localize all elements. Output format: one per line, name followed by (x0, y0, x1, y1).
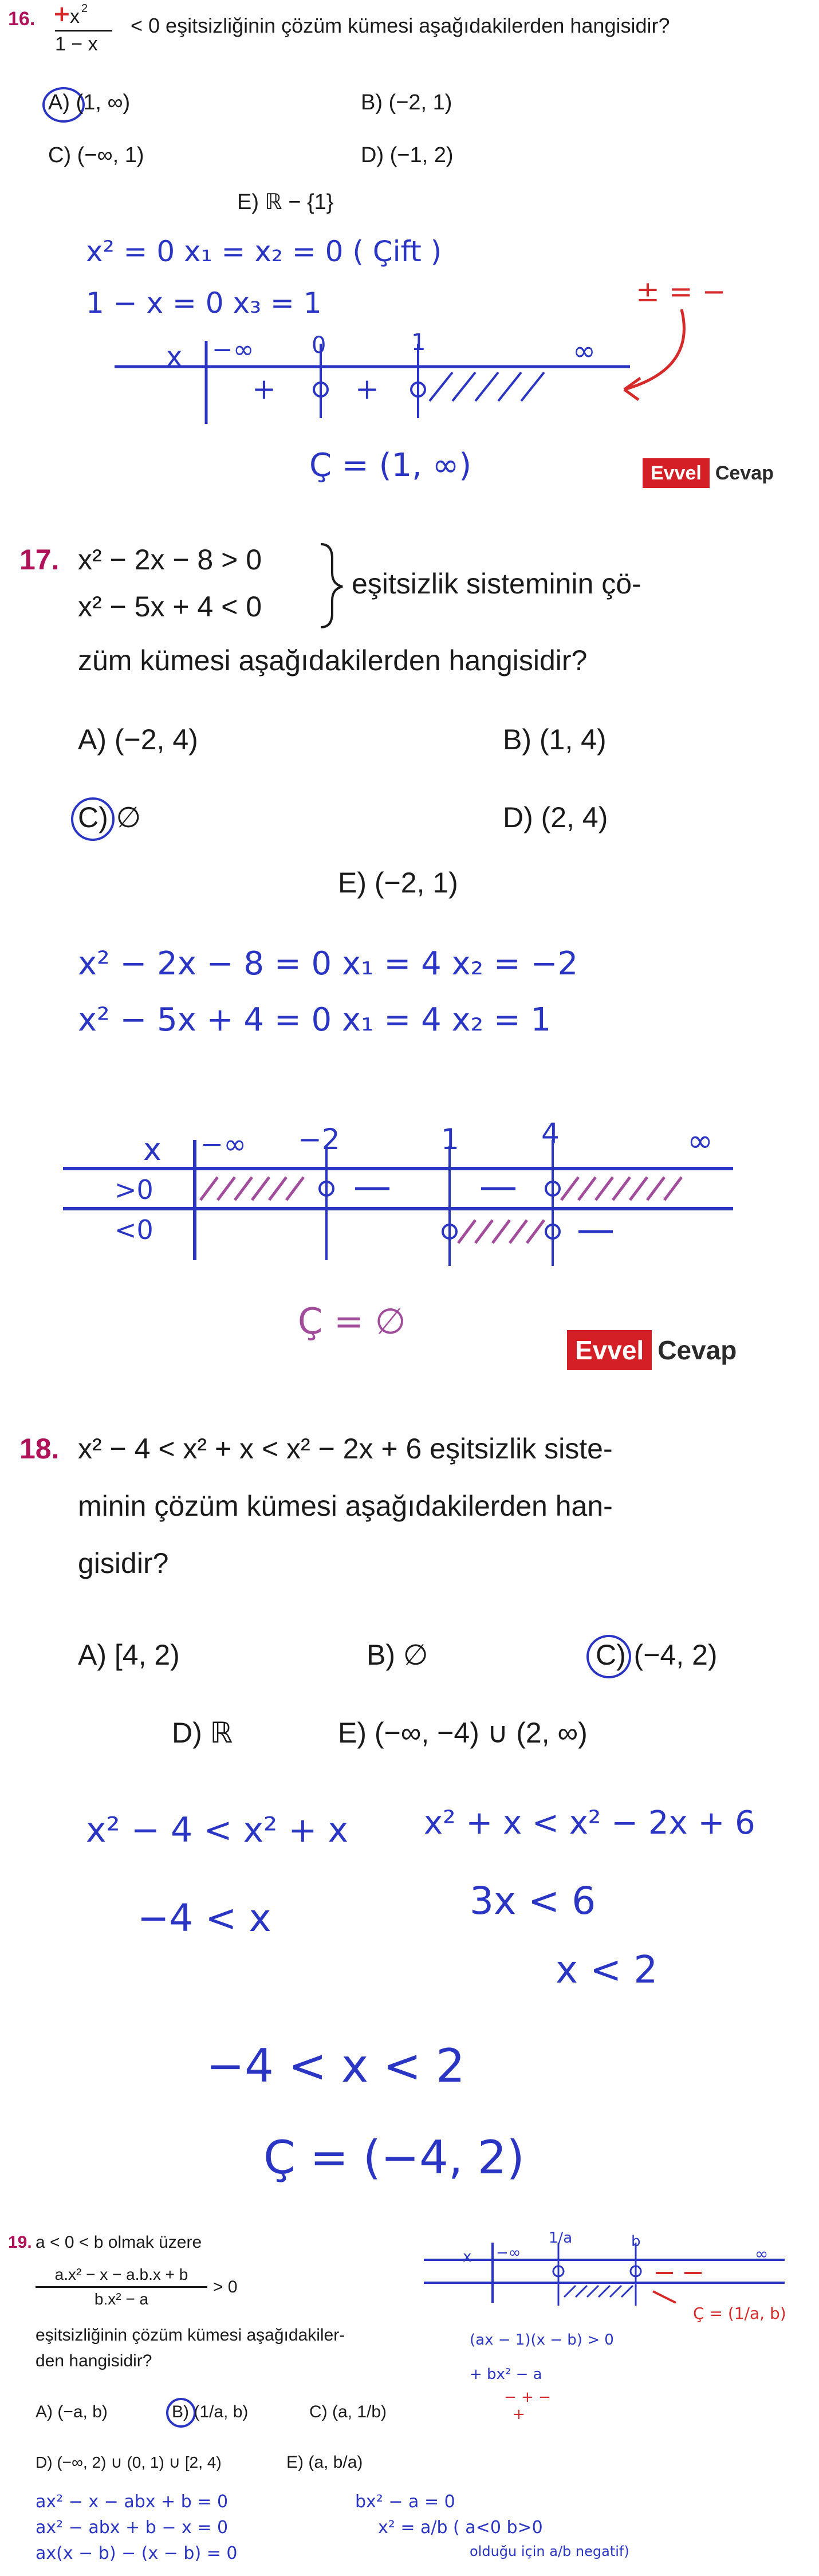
q19-hw-t2: + bx² − a (470, 2366, 542, 2383)
q16-hw-x: x (166, 341, 183, 373)
q18-hw-step-b1: x² + x < x² − 2x + 6 (424, 1804, 755, 1842)
q17-hw-roots-1: x² − 2x − 8 = 0 x₁ = 4 x₂ = −2 (78, 945, 578, 982)
badge-cevap-2: Cevap (652, 1330, 742, 1370)
q19-hw-r3: ax(x − b) − (x − b) = 0 (36, 2543, 238, 2563)
q18-hw-result: Ç = (−4, 2) (263, 2131, 525, 2184)
q19-numerator: a.x² − x − a.b.x + b (54, 2266, 188, 2283)
q19-hw-nl-1a: 1/a (549, 2229, 573, 2247)
q19-option-e[interactable]: E) (a, b/a) (286, 2453, 363, 2472)
badge-evvel-2: Evvel (567, 1330, 652, 1370)
q17-continuation: züm kümesi aşağıdakilerden hangisidir? (78, 644, 588, 677)
q19-hw-s2: x² = a/b ( a<0 b>0 (378, 2518, 543, 2538)
q17-option-b[interactable]: B) (1, 4) (503, 723, 607, 756)
q16-option-e[interactable]: E) ℝ − {1} (237, 190, 334, 214)
q17-hw-ninf: −∞ (200, 1128, 247, 1161)
q18-number: 18. (19, 1433, 60, 1465)
q17-hw-four: 4 (541, 1117, 560, 1150)
q16-denominator: 1 − x (55, 33, 98, 55)
q18-hw-step-b3: x < 2 (556, 1948, 658, 1992)
q19-denominator: b.x² − a (94, 2290, 149, 2308)
q19-hw-s3: olduğu için a/b negatif) (470, 2543, 629, 2559)
q17-number: 17. (19, 544, 60, 576)
q16-hw-inf: ∞ (573, 335, 596, 367)
q17-hw-roots-2: x² − 5x + 4 = 0 x₁ = 4 x₂ = 1 (78, 1001, 552, 1039)
q18-hw-step-a2: −4 < x (137, 1896, 271, 1940)
q17-hw-gt0: >0 (115, 1174, 153, 1205)
q16-option-d[interactable]: D) (−1, 2) (361, 143, 454, 167)
q18-hw-combined: −4 < x < 2 (206, 2039, 465, 2093)
q18-option-c[interactable]: C) (−4, 2) (596, 1639, 718, 1671)
q16-option-c[interactable]: C) (−∞, 1) (48, 143, 144, 167)
q16-plus-mark: + (53, 1, 71, 26)
q19-option-b[interactable]: B) (1/a, b) (172, 2402, 249, 2421)
q16-hw-sign-1: + (252, 372, 276, 406)
q18-option-a[interactable]: A) [4, 2) (78, 1639, 180, 1671)
badge-evvel: Evvel (643, 458, 710, 488)
q17-hw-m2: −2 (298, 1123, 340, 1156)
q16-hw-result: Ç = (1, ∞) (309, 447, 472, 484)
q19-hw-t3: − + − (504, 2389, 551, 2406)
q16-option-a[interactable]: A) (1, ∞) (48, 91, 131, 115)
q19-line-2: den hangisidir? (36, 2351, 152, 2370)
q19-relation: > 0 (213, 2278, 238, 2296)
q18-line-1: x² − 4 < x² + x < x² − 2x + 6 eşitsizlik siste- (78, 1433, 613, 1465)
q16-hw-one: 1 (411, 329, 426, 356)
q18-line-3: gisidir? (78, 1547, 169, 1579)
q17-side-text: eşitsizlik sisteminin çö- (352, 568, 641, 600)
q19-hw-t1: (ax − 1)(x − b) > 0 (470, 2331, 614, 2349)
q18-option-e[interactable]: E) (−∞, −4) ∪ (2, ∞) (338, 1717, 588, 1749)
q16-option-b[interactable]: B) (−2, 1) (361, 91, 452, 115)
q17-hw-one: 1 (441, 1123, 459, 1156)
q18-line-2: minin çözüm kümesi aşağıdakilerden han- (78, 1490, 613, 1522)
q17-option-c[interactable]: C) ∅ (78, 801, 141, 833)
q17-option-d[interactable]: D) (2, 4) (503, 801, 608, 833)
q19-hw-nl-x: x (463, 2248, 472, 2266)
q19-hw-s1: bx² − a = 0 (355, 2492, 455, 2512)
q19-option-d[interactable]: D) (−∞, 2) ∪ (0, 1) ∪ [2, 4) (36, 2453, 222, 2471)
q16-number: 16. (8, 8, 36, 30)
q19-hw-r2: ax² − abx + b − x = 0 (36, 2518, 229, 2538)
q19-option-a[interactable]: A) (−a, b) (36, 2402, 108, 2421)
q17-hw-result: Ç = ∅ (298, 1300, 406, 1342)
q16-num-x: x (70, 6, 80, 27)
q19-hw-nl-ninf: −∞ (496, 2244, 521, 2262)
q17-ineq-1: x² − 2x − 8 > 0 (78, 544, 262, 576)
q19-hw-nl-b: b (631, 2233, 641, 2250)
q16-stem: < 0 eşitsizliğinin çözüm kümesi aşağıdakilerden hangisidir? (131, 14, 670, 37)
q18-hw-step-a1: x² − 4 < x² + x (86, 1810, 349, 1850)
q19-hw-t4: + (513, 2406, 525, 2423)
q19-condition: a < 0 < b olmak üzere (36, 2233, 202, 2252)
q19-hw-nl-result: Ç = (1/a, b) (693, 2304, 786, 2323)
q19-option-c[interactable]: C) (a, 1/b) (309, 2402, 387, 2421)
q19-line-1: eşitsizliğinin çözüm kümesi aşağıdakiler- (36, 2326, 345, 2345)
q18-hw-step-b2: 3x < 6 (470, 1879, 596, 1923)
q16-hw-ninf: −∞ (212, 335, 254, 364)
q19-hw-nl-inf: ∞ (755, 2244, 769, 2263)
q16-hw-zero: 0 (312, 332, 326, 359)
q19-hw-r1: ax² − x − abx + b = 0 (36, 2492, 229, 2512)
q17-hw-lt0: <0 (115, 1214, 153, 1245)
q17-option-e[interactable]: E) (−2, 1) (338, 867, 458, 899)
q16-hw-sign-2: + (355, 372, 379, 406)
badge-cevap: Cevap (710, 458, 779, 488)
q18-option-d[interactable]: D) ℝ (172, 1717, 233, 1749)
q19-number: 19. (8, 2233, 32, 2252)
q17-hw-x: x (143, 1131, 162, 1167)
q16-hw-note: ± = − (636, 275, 726, 308)
q17-ineq-2: x² − 5x + 4 < 0 (78, 591, 262, 623)
q16-num-sup: 2 (81, 2, 88, 15)
q18-option-b[interactable]: B) ∅ (367, 1639, 428, 1671)
q16-hw-roots-1: x² = 0 x₁ = x₂ = 0 ( Çift ) (86, 235, 442, 268)
q16-hw-roots-2: 1 − x = 0 x₃ = 1 (86, 286, 322, 320)
q17-option-a[interactable]: A) (−2, 4) (78, 723, 198, 756)
q17-hw-inf: ∞ (687, 1123, 713, 1159)
